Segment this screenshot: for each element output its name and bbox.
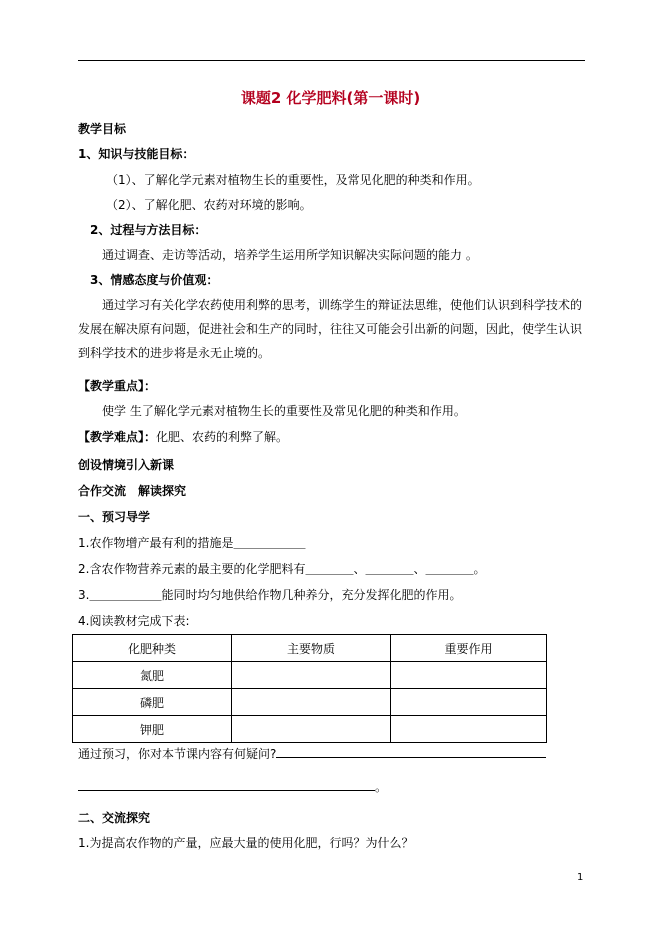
table-cell-substance[interactable]	[232, 716, 391, 743]
doubt-end: 。	[375, 780, 388, 794]
table-row	[73, 689, 547, 716]
page-number: 1	[577, 872, 584, 883]
key-point-label: 【教学重点】：	[78, 379, 157, 393]
table-cell-type: 氮肥	[73, 662, 232, 689]
question-3	[78, 587, 461, 603]
question-2-text: 2.含农作物营养元素的最主要的化学肥料有	[78, 562, 306, 576]
doubt-text: 通过预习，你对本节课内容有何疑问?	[78, 747, 277, 761]
table-cell-substance[interactable]	[232, 662, 391, 689]
question-3-blank[interactable]: ＿＿＿＿＿＿	[89, 588, 162, 602]
question-4: 4.阅读教材完成下表:	[78, 614, 190, 628]
table-row	[73, 716, 547, 743]
exchange-heading: 二、交流探究	[78, 811, 151, 825]
preview-heading: 一、预习导学	[78, 510, 151, 524]
table-cell-substance[interactable]	[232, 689, 391, 716]
emotion-heading: 3、情感态度与价值观：	[90, 273, 219, 287]
difficult-point	[78, 429, 288, 445]
question-2-blank-1[interactable]: ＿＿＿＿	[305, 562, 354, 576]
question-1	[78, 535, 305, 551]
table-header-function: 重要作用	[391, 635, 547, 662]
question-3-prefix: 3.	[78, 588, 90, 602]
doubt-answer-line-1[interactable]	[276, 745, 546, 758]
knowledge-item-1: （1）、了解化学元素对植物生长的重要性，及常见化肥的种类和作用。	[106, 173, 480, 187]
header-rule	[78, 60, 585, 61]
difficult-point-text: 化肥、农药的利弊了解。	[156, 430, 289, 444]
table-cell-type: 钾肥	[73, 716, 232, 743]
exchange-question-1: 1.为提高农作物的产量，应最大量的使用化肥，行吗？为什么？	[78, 836, 414, 850]
objectives-heading: 教学目标	[78, 122, 127, 136]
question-1-blank[interactable]: ＿＿＿＿＿＿	[233, 536, 306, 550]
knowledge-item-2: （2）、了解化肥、农药对环境的影响。	[106, 198, 312, 212]
question-2	[78, 561, 486, 577]
doubt-answer-line-2[interactable]	[78, 778, 375, 791]
question-2-sep-1: 、	[353, 562, 366, 576]
table-row	[73, 662, 547, 689]
table-cell-type: 磷肥	[73, 689, 232, 716]
question-2-blank-2[interactable]: ＿＿＿＿	[365, 562, 414, 576]
doubt-line-2	[78, 778, 387, 795]
table-cell-function[interactable]	[391, 662, 547, 689]
key-point-text: 使学 生了解化学元素对植物生长的重要性及常见化肥的种类和作用。	[102, 404, 466, 418]
process-text: 通过调查、走访等活动，培养学生运用所学知识解决实际问题的能力 。	[102, 248, 478, 262]
intro-heading: 创设情境引入新课	[78, 458, 175, 472]
question-3-text: 能同时均匀地供给作物几种养分，充分发挥化肥的作用。	[161, 588, 462, 602]
doubt-line	[78, 745, 546, 762]
table-cell-function[interactable]	[391, 689, 547, 716]
difficult-point-label: 【教学难点】：	[78, 430, 157, 444]
question-1-text: 1.农作物增产最有利的措施是	[78, 536, 234, 550]
emotion-text: 通过学习有关化学农药使用利弊的思考，训练学生的辩证法思维，使他们认识到科学技术的发展在解决原有问题，促进社会和生产的同时，往往又可能会引出新的问题，因此，使学生认识到科学技术的进步将是永无止境的。	[78, 298, 583, 360]
table-header-type: 化肥种类	[73, 635, 232, 662]
question-2-blank-3[interactable]: ＿＿＿＿	[425, 562, 474, 576]
question-2-sep-2: 、	[413, 562, 426, 576]
question-2-end: 。	[473, 562, 486, 576]
coop-heading: 合作交流 解读探究	[78, 484, 187, 498]
table-header-row	[73, 635, 547, 662]
knowledge-heading: 1、知识与技能目标：	[78, 147, 195, 161]
table-cell-function[interactable]	[391, 716, 547, 743]
table-header-substance: 主要物质	[232, 635, 391, 662]
page-title: 课题2 化学肥料(第一课时)	[240, 89, 421, 107]
process-heading: 2、过程与方法目标：	[90, 223, 207, 237]
fertilizer-table	[72, 634, 547, 743]
